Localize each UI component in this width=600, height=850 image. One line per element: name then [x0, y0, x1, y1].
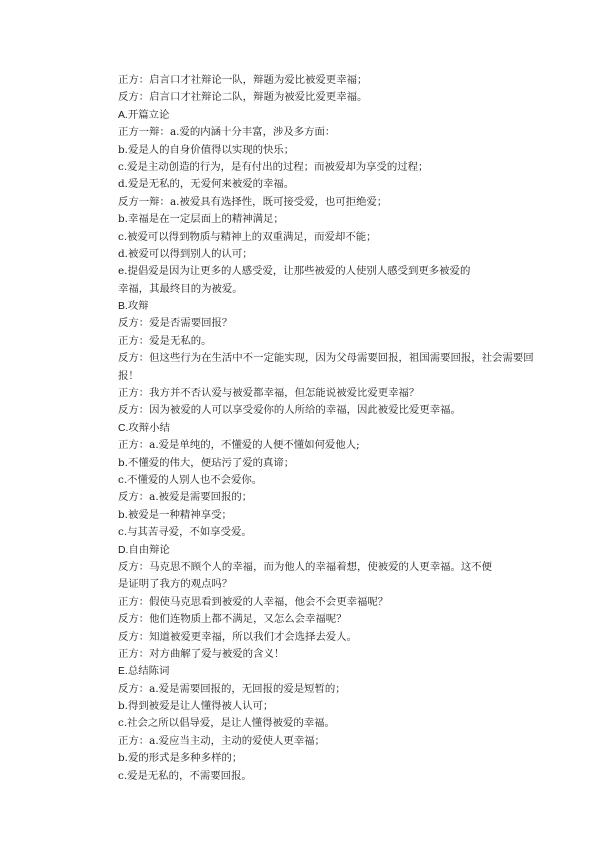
text-line: 是证明了我方的观点吗？ — [118, 578, 233, 591]
text-line: d.爱是无私的，无爱何来被爱的幸福。 — [118, 178, 295, 191]
text-line: 幸福，其最终目的为被爱。 — [118, 282, 243, 295]
text-line: 正方：对方曲解了爱与被爱的含义！ — [118, 647, 285, 660]
text-line: 反方：a.爱是需要回报的，无回报的爱是短暂的； — [118, 682, 346, 695]
text-line: 正方：a.爱是单纯的，不懂爱的人便不懂如何爱他人; — [118, 439, 360, 452]
text-line: 报！ — [118, 369, 139, 382]
text-line: b.爱是人的自身价值得以实现的快乐； — [118, 143, 295, 156]
text-line: 反方：但这些行为在生活中不一定能实现，因为父母需要回报，祖国需要回报，社会需要回 — [118, 352, 534, 365]
text-line: c.不懂爱的人别人也不会爱你。 — [118, 473, 263, 486]
text-line: 正方一辩：a.爱的内涵十分丰富，涉及多方面： — [118, 126, 336, 139]
section-heading: D.自由辩论 — [118, 544, 170, 556]
text-line: 反方：启言口才社辩论二队，辩题为被爱比爱更幸福。 — [118, 91, 368, 104]
text-line: b.得到被爱是让人懂得被人认可； — [118, 700, 274, 713]
text-line: 反方：马克思不顾个人的幸福，而为他人的幸福着想，使被爱的人更幸福。这不便 — [118, 560, 493, 573]
text-line: c.爱是主动创造的行为，是有付出的过程；而被爱却为享受的过程； — [118, 160, 429, 173]
document-body — [118, 72, 538, 785]
text-line: 正方：假使马克思看到被爱的人幸福，他会不会更幸福呢？ — [118, 595, 389, 608]
text-line: b.被爱是一种精神享受； — [118, 508, 232, 521]
section-heading: B.攻辩 — [118, 301, 149, 313]
text-line: 反方：a.被爱是需要回报的； — [118, 491, 253, 504]
text-line: 反方：因为被爱的人可以享受爱你的人所给的幸福，因此被爱比爱更幸福。 — [118, 404, 461, 417]
text-line: c.爱是无私的，不需要回报。 — [118, 769, 252, 782]
text-line: b.不懂爱的伟大，便玷污了爱的真谛； — [118, 456, 295, 469]
text-line: b.爱的形式是多种多样的； — [118, 752, 243, 765]
text-line: c.被爱可以得到物质与精神上的双重满足，而爱却不能； — [118, 230, 377, 243]
section-heading: E.总结陈词 — [118, 666, 170, 678]
section-heading: C.攻辩小结 — [118, 422, 170, 434]
text-line: 正方：爱是无私的。 — [118, 334, 212, 347]
text-line: c.与其苦寻爱，不如享受爱。 — [118, 526, 252, 539]
text-line: 反方：知道被爱更幸福，所以我们才会选择去爱人。 — [118, 630, 357, 643]
section-heading: A.开篇立论 — [118, 109, 170, 121]
text-line: 反方一辩：a.被爱具有选择性，既可接受爱，也可拒绝爱； — [118, 195, 388, 208]
text-line: 正方：启言口才社辩论一队，辩题为爱比被爱更幸福； — [118, 74, 368, 86]
text-line: 反方：爱是否需要回报？ — [118, 317, 233, 330]
text-line: e.提倡爱是因为让更多的人感受爱，让那些被爱的人使别人感受到更多被爱的 — [118, 265, 471, 278]
text-line: c.社会之所以倡导爱，是让人懂得被爱的幸福。 — [118, 717, 335, 730]
text-line: 正方：我方并不否认爱与被爱都幸福，但怎能说被爱比爱更幸福？ — [118, 387, 420, 400]
text-line: b.幸福是在一定层面上的精神满足； — [118, 213, 284, 226]
text-line: 反方：他们连物质上都不满足，又怎么会幸福呢？ — [118, 613, 347, 626]
text-line: 正方：a.爱应当主动，主动的爱使人更幸福； — [118, 734, 325, 747]
text-line: d.被爱可以得到别人的认可； — [118, 247, 253, 260]
